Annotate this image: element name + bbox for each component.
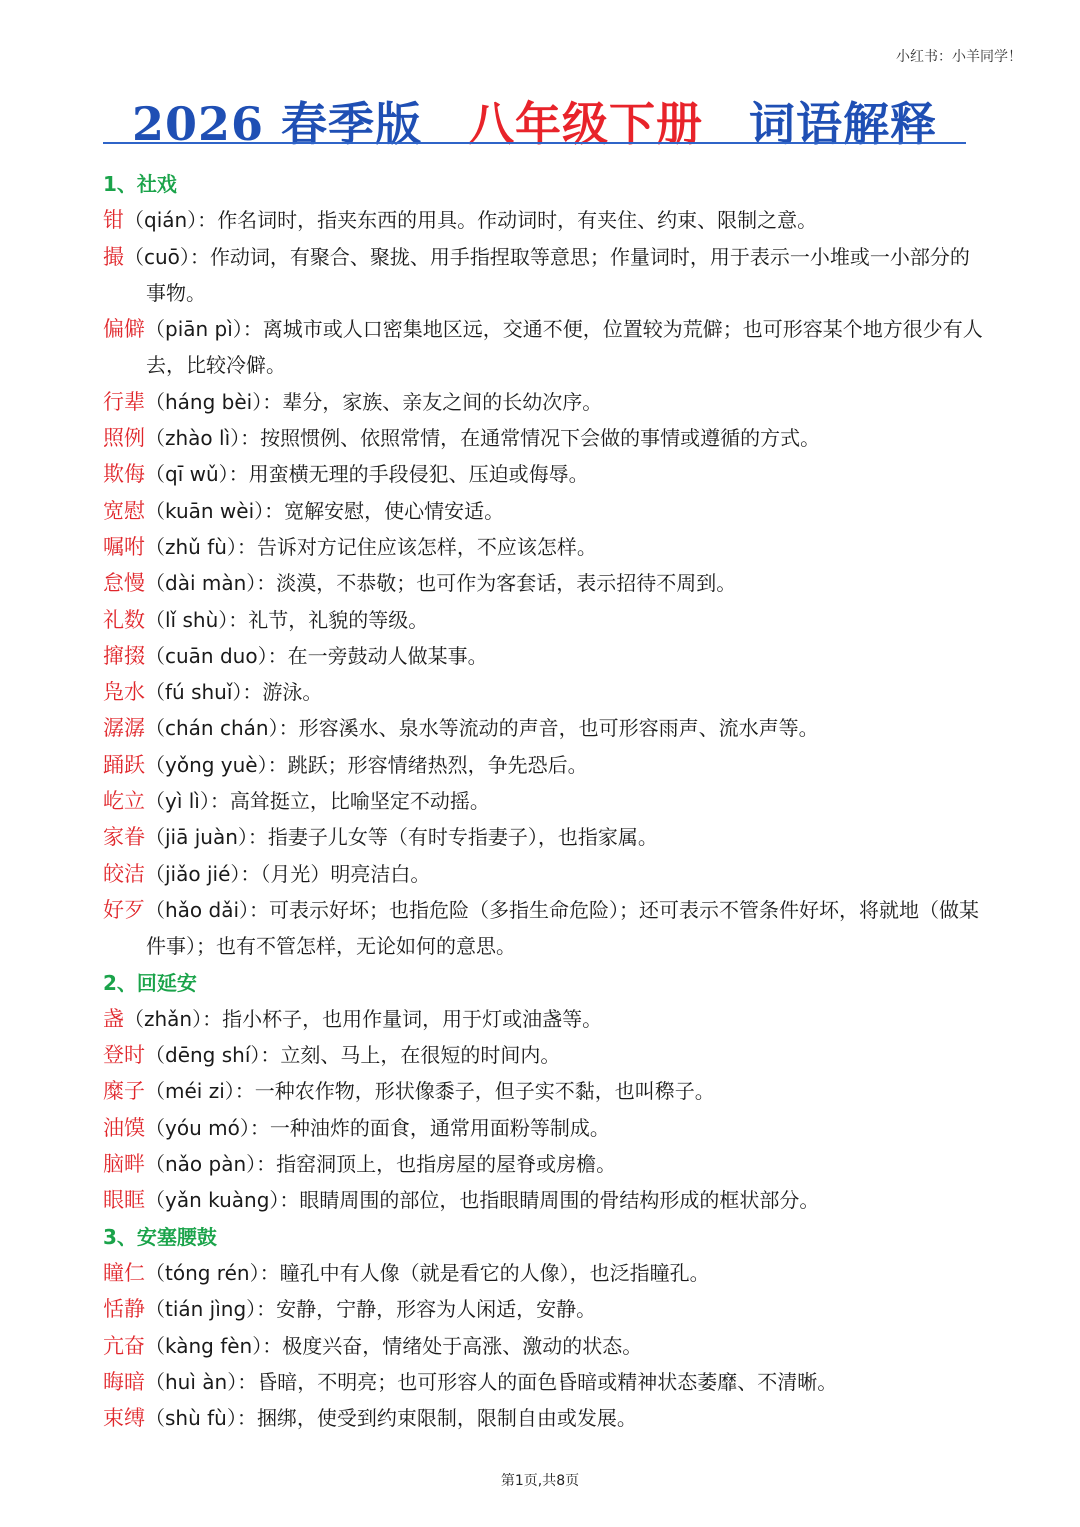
entry-word: 瞳仁 [103, 1260, 145, 1285]
entry-word: 礼数 [103, 607, 145, 632]
entry-pinyin: （piān pì）： [145, 317, 263, 342]
entry-definition: 一种油炸的面食，通常用面粉等制成。 [269, 1115, 610, 1140]
entry-chanchan [103, 710, 983, 746]
entry-word: 糜子 [103, 1079, 145, 1104]
entry-word: 踊跃 [103, 752, 145, 777]
entry-yankuang [103, 1182, 983, 1218]
entry-pinyin: （yì lì）： [145, 789, 230, 814]
entry-zhan [103, 1001, 983, 1037]
entry-definition: 眼睛周围的部位，也指眼睛周围的骨结构形成的框状部分。 [299, 1188, 820, 1213]
entry-jiaojie [103, 856, 983, 892]
entry-definition: 捆绑，使受到约束限制，限制自由或发展。 [256, 1406, 637, 1431]
entry-daiman [103, 565, 983, 601]
entry-pinyin: （nǎo pàn）： [145, 1152, 277, 1177]
entry-cuanduo [103, 638, 983, 674]
entry-word: 怠慢 [103, 571, 145, 596]
entry-lishu [103, 602, 983, 638]
entry-hangbei [103, 384, 983, 420]
watermark-text: 小红书：小羊同学！ [896, 49, 1022, 65]
section-heading: 1、社戏 [103, 172, 177, 196]
entry-definition: 瞳孔中有人像（就是看它的人像），也泛指瞳孔。 [279, 1260, 710, 1285]
entry-tianjing [103, 1291, 983, 1327]
entry-definition: 作动词，有聚合、聚拢、用手指捏取等意思；作量词时，用于表示一小堆或一小部分的事物。 [146, 244, 970, 305]
entry-word: 撮 [103, 244, 124, 269]
entry-qian [103, 202, 983, 238]
entry-pinyin: （qián）： [124, 208, 218, 233]
entry-pinyin: （chán chán）： [145, 716, 299, 741]
entry-word: 登时 [103, 1043, 145, 1068]
entry-definition: 礼节，礼貌的等级。 [248, 607, 429, 632]
entry-pinyin: （cuān duo）： [145, 643, 288, 668]
entry-pinyin: （cuō）： [124, 244, 210, 269]
entry-definition: 辈分，家族、亲友之间的长幼次序。 [282, 389, 603, 414]
entry-definition: 可表示好坏；也指危险（多指生命危险）；还可表示不管条件好坏，将就地（做某件事）；也有不管怎样，无论如何的意思。 [146, 897, 980, 959]
entry-word: 行辈 [103, 389, 145, 414]
entry-word: 皎洁 [103, 861, 145, 886]
entry-word: 盏 [103, 1006, 124, 1031]
entry-word: 凫水 [103, 680, 145, 705]
entry-huian [103, 1364, 983, 1400]
entry-pinyin: （tóng rén）： [145, 1260, 280, 1285]
entry-yongyue [103, 747, 983, 783]
entry-pinyin: （shù fù）： [145, 1406, 257, 1431]
entry-definition: 一种农作物，形状像黍子，但子实不黏，也叫穄子。 [254, 1079, 715, 1104]
title-grade: 八年级下册 [468, 97, 704, 151]
entry-definition: 指妻子儿女等（有时专指妻子），也指家属。 [267, 825, 658, 850]
entry-word: 恬静 [103, 1297, 145, 1322]
entry-pinyin: （huì àn）： [145, 1369, 258, 1394]
entry-pinyin: （jiā juàn）： [145, 825, 268, 850]
entry-definition: （月光）明亮洁白。 [260, 861, 431, 886]
title-subject: 词语解释 [749, 97, 938, 151]
entry-qiwu [103, 456, 983, 492]
entry-pinyin: （yóu mó）： [145, 1115, 270, 1140]
section-heading: 2、回延安 [103, 970, 197, 995]
entry-pianpi [103, 311, 983, 384]
entry-definition: 告诉对方记住应该怎样，不应该怎样。 [256, 534, 597, 559]
entry-fushui [103, 674, 983, 710]
entry-word: 脑畔 [103, 1152, 145, 1177]
entry-word: 家眷 [103, 825, 145, 850]
entry-pinyin: （yǎn kuàng）： [145, 1188, 300, 1213]
entry-definition: 安静，宁静，形容为人闲适，安静。 [276, 1297, 597, 1322]
entry-pinyin: （fú shuǐ）： [145, 680, 263, 705]
entry-pinyin: （hǎo dǎi）： [145, 897, 270, 922]
entry-youmo [103, 1110, 983, 1146]
entry-kangfen [103, 1328, 983, 1364]
entry-zhaoli [103, 420, 983, 456]
entry-word: 眼眶 [103, 1188, 145, 1213]
entry-word: 屹立 [103, 789, 145, 814]
entry-definition: 用蛮横无理的手段侵犯、压迫或侮辱。 [248, 462, 589, 487]
entry-dengshi [103, 1037, 983, 1073]
entry-jiajuan [103, 819, 983, 855]
entry-pinyin: （háng bèi）： [145, 389, 283, 414]
entry-cuo [103, 239, 983, 312]
entry-tongren [103, 1255, 983, 1291]
entry-yili [103, 783, 983, 819]
entry-word: 照例 [103, 426, 145, 451]
entry-pinyin: （zhǎn）： [124, 1006, 223, 1031]
entry-word: 潺潺 [103, 716, 145, 741]
entry-kuanwei [103, 493, 983, 529]
entry-definition: 指小杯子，也用作量词，用于灯或油盏等。 [222, 1006, 603, 1031]
entry-meizi [103, 1073, 983, 1109]
entry-definition: 游泳。 [262, 680, 323, 705]
entry-definition: 离城市或人口密集地区远，交通不便，位置较为荒僻；也可形容某个地方很少有人去，比较冷僻。 [146, 317, 983, 378]
entry-word: 欺侮 [103, 462, 145, 487]
section-heading: 3、安塞腰鼓 [103, 1224, 217, 1249]
entry-pinyin: （dài màn）： [145, 571, 277, 596]
entry-pinyin: （yǒng yuè）： [145, 752, 288, 777]
entry-word: 钳 [103, 208, 124, 233]
entry-pinyin: （qī wǔ）： [145, 462, 249, 487]
entry-word: 偏僻 [103, 317, 145, 342]
entry-definition: 立刻、马上，在很短的时间内。 [280, 1043, 561, 1068]
entry-pinyin: （kàng fèn）： [145, 1333, 283, 1358]
entry-definition: 高耸挺立，比喻坚定不动摇。 [229, 789, 490, 814]
entry-definition: 作名词时，指夹东西的用具。作动词时，有夹住、约束、限制之意。 [217, 208, 818, 233]
entry-definition: 淡漠，不恭敬；也可作为客套话，表示招待不周到。 [276, 571, 737, 596]
page-number: 第1页,共8页 [500, 1473, 580, 1489]
entry-definition: 按照惯例、依照常情，在通常情况下会做的事情或遵循的方式。 [260, 426, 821, 451]
vocabulary-list [103, 166, 983, 1436]
entry-pinyin: （zhào lì）： [145, 426, 261, 451]
entry-definition: 指窑洞顶上，也指房屋的屋脊或房檐。 [276, 1152, 617, 1177]
entry-word: 油馍 [103, 1115, 145, 1140]
entry-naopan [103, 1146, 983, 1182]
entry-shufu [103, 1400, 983, 1436]
entry-pinyin: （jiǎo jié）： [145, 861, 261, 886]
entry-word: 好歹 [103, 897, 145, 922]
entry-definition: 在一旁鼓动人做某事。 [287, 643, 488, 668]
entry-pinyin: （zhǔ fù）： [145, 534, 257, 559]
entry-word: 撺掇 [103, 643, 145, 668]
entry-zhufu [103, 529, 983, 565]
entry-pinyin: （kuān wèi）： [145, 498, 285, 523]
page-title [103, 88, 966, 154]
entry-definition: 昏暗，不明亮；也可形容人的面色昏暗或精神状态萎靡、不清晰。 [257, 1369, 838, 1394]
entry-haodai [103, 892, 983, 965]
entry-definition: 跳跃；形容情绪热烈，争先恐后。 [287, 752, 588, 777]
title-underline [103, 142, 966, 144]
entry-pinyin: （lǐ shù）： [145, 607, 249, 632]
entry-word: 晦暗 [103, 1369, 145, 1394]
entry-pinyin: （dēng shí）： [145, 1043, 281, 1068]
entry-definition: 极度兴奋，情绪处于高涨、激动的状态。 [282, 1333, 643, 1358]
title-edition: 2026 春季版 [131, 97, 423, 151]
entry-word: 束缚 [103, 1406, 145, 1431]
entry-word: 宽慰 [103, 498, 145, 523]
entry-word: 嘱咐 [103, 534, 145, 559]
entry-word: 亢奋 [103, 1333, 145, 1358]
entry-pinyin: （méi zi）： [145, 1079, 255, 1104]
entry-definition: 宽解安慰，使心情安适。 [284, 498, 505, 523]
entry-pinyin: （tián jìng）： [145, 1297, 277, 1322]
entry-definition: 形容溪水、泉水等流动的声音，也可形容雨声、流水声等。 [298, 716, 819, 741]
